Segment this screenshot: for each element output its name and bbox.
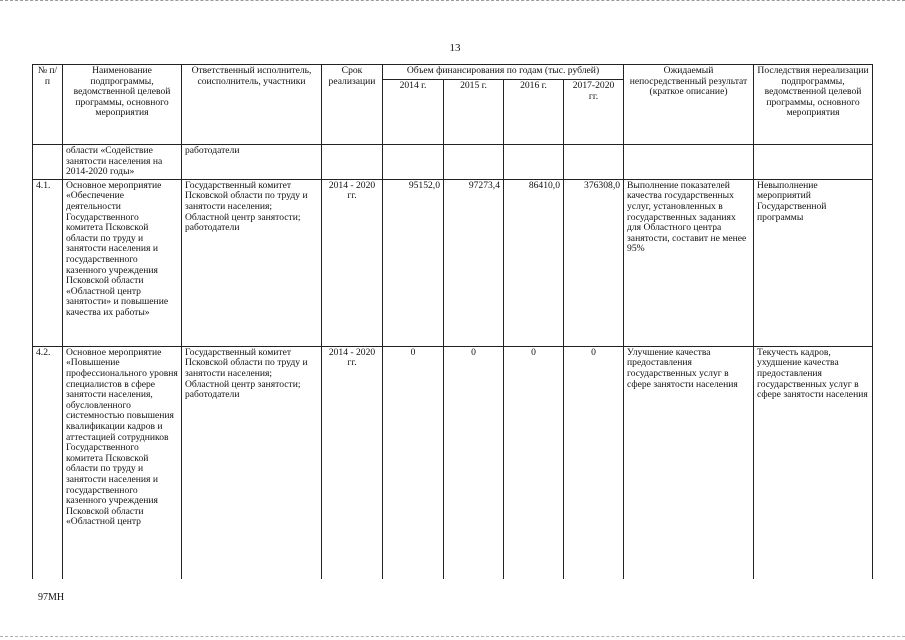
cell-responsible: Государственный комитет Псковской области по труду и занятости населения; Областной центр занятости; работодатели (182, 179, 322, 346)
cell-num: 4.1. (33, 179, 63, 346)
cell-responsible: работодатели (182, 145, 322, 180)
header-financing: Объем финансирования по годам (тыс. рублей) (383, 65, 624, 80)
cell-responsible: Государственный комитет Псковской области по труду и занятости населения; Областной центр занятости; работодатели (182, 346, 322, 579)
cell-result (624, 145, 754, 180)
scan-edge-bottom (0, 636, 905, 639)
header-consequences: Последствия нереализации подпрограммы, ведомственной целевой программы, основного мероприятия (754, 65, 873, 145)
header-year-2016: 2016 г. (504, 80, 564, 145)
header-responsible: Ответственный исполнитель, соисполнитель, участники (182, 65, 322, 145)
cell-2017-2020 (564, 145, 624, 180)
cell-2015: 0 (444, 346, 504, 579)
cell-term: 2014 - 2020 гг. (322, 346, 383, 579)
header-result: Ожидаемый непосредственный результат (краткое описание) (624, 65, 754, 145)
footer-code: 97МН (38, 592, 65, 603)
page-number: 13 (449, 42, 461, 54)
cell-result: Выполнение показателей качества государственных услуг, установленных в государственных заданиях для Областного центра занятости, составит не менее 95% (624, 179, 754, 346)
cell-2016: 0 (504, 346, 564, 579)
header-year-2015: 2015 г. (444, 80, 504, 145)
header-term: Срок реализации (322, 65, 383, 145)
cell-2015: 97273,4 (444, 179, 504, 346)
cell-consequences: Невыполнение мероприятий Государственной программы (754, 179, 873, 346)
cell-2014 (383, 145, 444, 180)
header-year-2014: 2014 г. (383, 80, 444, 145)
cell-2016 (504, 145, 564, 180)
cell-2017-2020: 376308,0 (564, 179, 624, 346)
table-row-4-2 (33, 346, 873, 579)
cell-num: 4.2. (33, 346, 63, 579)
header-row-1 (33, 65, 873, 80)
header-num: № п/п (33, 65, 63, 145)
table-row-4-1 (33, 179, 873, 346)
program-table (32, 64, 873, 579)
cell-name: области «Содействие занятости населения на 2014-2020 годы» (63, 145, 182, 180)
cell-name: Основное мероприятие «Обеспечение деятельности Государственного комитета Псковской области по труду и занятости населения и государственного казенного учреждения Псковской области «Областной центр занятости» и повышение качества их работы» (63, 179, 182, 346)
table-row-continuation (33, 145, 873, 180)
cell-2014: 0 (383, 346, 444, 579)
cell-term: 2014 - 2020 гг. (322, 179, 383, 346)
cell-term (322, 145, 383, 180)
cell-2016: 86410,0 (504, 179, 564, 346)
header-name: Наименование подпрограммы, ведомственной целевой программы, основного мероприятия (63, 65, 182, 145)
cell-2014: 95152,0 (383, 179, 444, 346)
cell-name: Основное мероприятие «Повышение профессионального уровня специалистов в сфере занятости населения, обусловленного системностью повышения квалификации кадров и аттестацией сотрудников Государственного комитета Псковской области по труду и занятости населения и государственного казенного учреждения Псковской области «Областной центр (63, 346, 182, 579)
cell-2015 (444, 145, 504, 180)
cell-result: Улучшение качества предоставления государственных услуг в сфере занятости населения (624, 346, 754, 579)
cell-consequences: Текучесть кадров, ухудшение качества предоставления государственных услуг в сфере занятости населения (754, 346, 873, 579)
header-year-2017-2020: 2017-2020 гг. (564, 80, 624, 145)
cell-num (33, 145, 63, 180)
cell-2017-2020: 0 (564, 346, 624, 579)
cell-consequences (754, 145, 873, 180)
scan-edge-top (0, 0, 905, 3)
